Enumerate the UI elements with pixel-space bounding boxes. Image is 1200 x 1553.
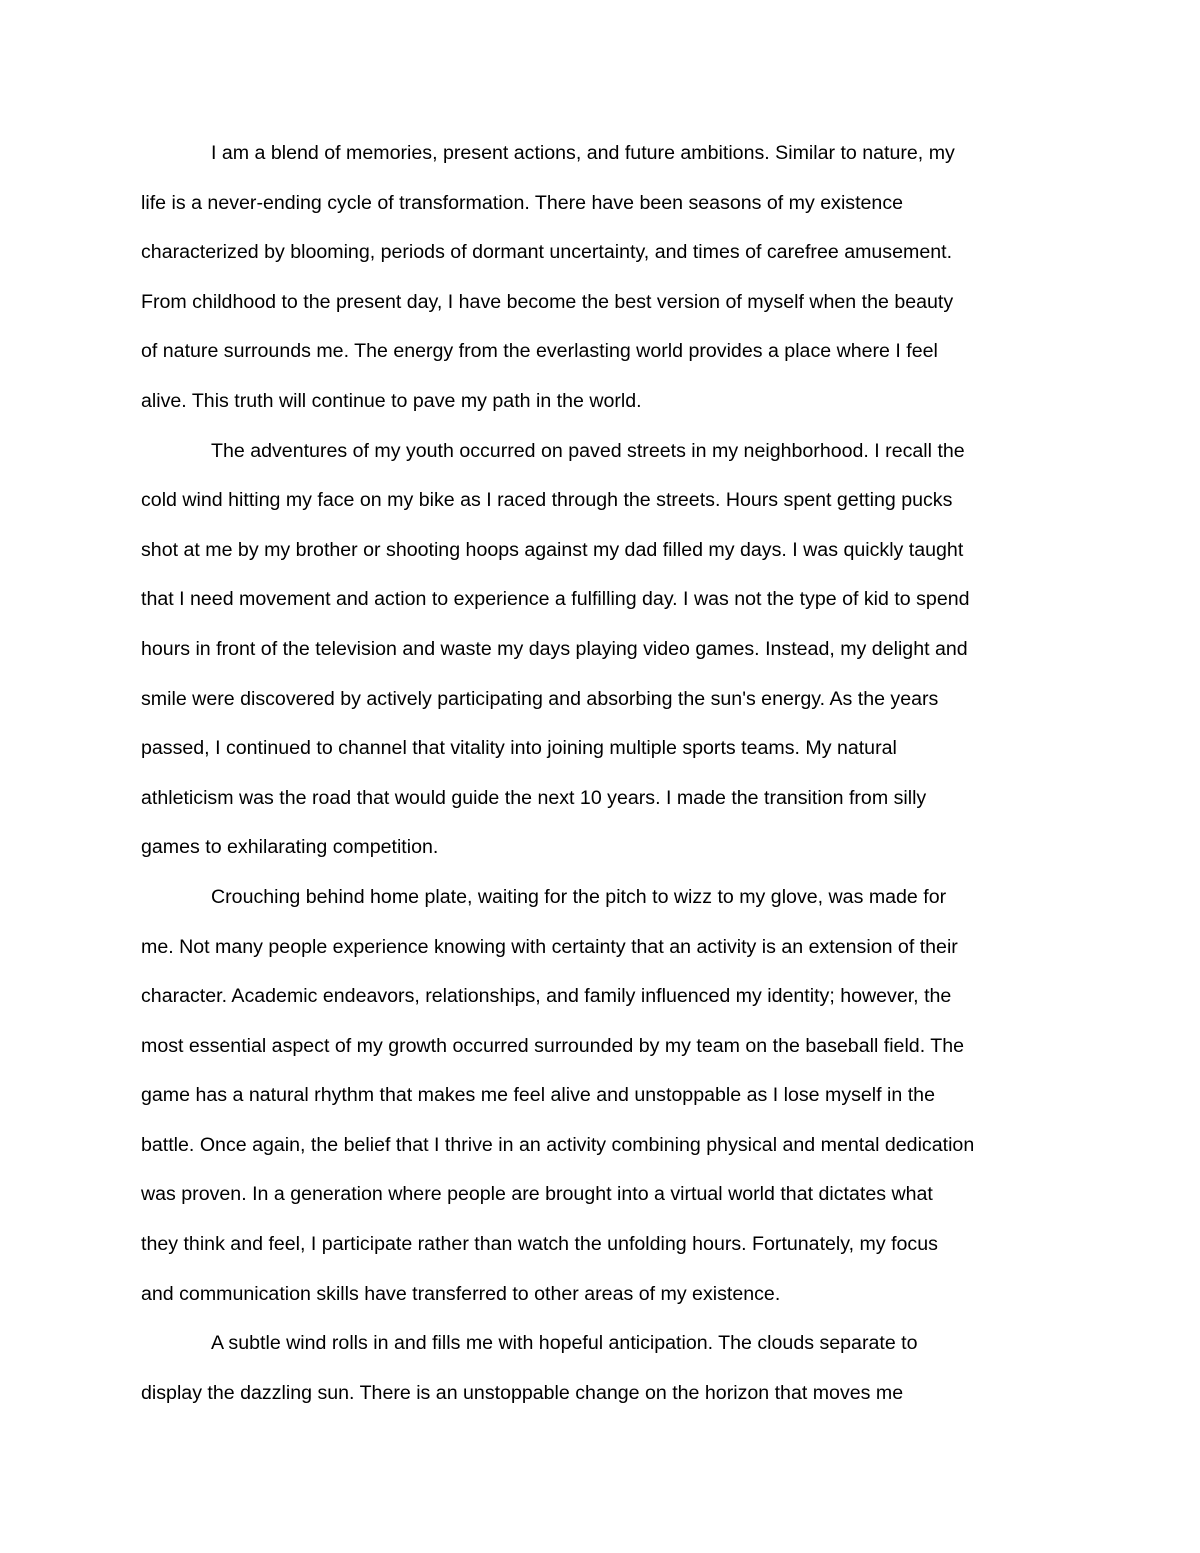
paragraph-1: [141, 129, 1081, 427]
text-line: hours in front of the television and waste my days playing video games. Instead, my delight and: [141, 637, 968, 660]
text-line: From childhood to the present day, I have become the best version of myself when the beauty: [141, 290, 954, 313]
text-line: battle. Once again, the belief that I thrive in an activity combining physical and mental dedication: [141, 1133, 975, 1156]
text-line: that I need movement and action to experience a fulfilling day. I was not the type of kid to spend: [141, 588, 970, 611]
document-body: [141, 129, 1081, 1418]
text-line: they think and feel, I participate rather than watch the unfolding hours. Fortunately, my focus: [141, 1233, 938, 1256]
text-line: alive. This truth will continue to pave my path in the world.: [141, 389, 642, 412]
text-line: life is a never-ending cycle of transformation. There have been seasons of my existence: [141, 191, 904, 214]
paragraph-3: [141, 873, 1081, 1319]
text-line: cold wind hitting my face on my bike as I raced through the streets. Hours spent getting pucks: [141, 489, 953, 512]
text-line: of nature surrounds me. The energy from the everlasting world provides a place where I feel: [141, 340, 938, 363]
text-line: A subtle wind rolls in and fills me with hopeful anticipation. The clouds separate to: [211, 1332, 918, 1355]
text-line: games to exhilarating competition.: [141, 836, 439, 859]
text-line: game has a natural rhythm that makes me feel alive and unstoppable as I lose myself in the: [141, 1084, 935, 1107]
paragraph-2: [141, 427, 1081, 873]
text-line: I am a blend of memories, present actions, and future ambitions. Similar to nature, my: [211, 142, 955, 164]
text-line: character. Academic endeavors, relationships, and family influenced my identity; however, the: [141, 985, 952, 1008]
text-line: me. Not many people experience knowing with certainty that an activity is an extension of their: [141, 935, 958, 958]
text-line: Crouching behind home plate, waiting for the pitch to wizz to my glove, was made for: [211, 885, 947, 908]
text-line: passed, I continued to channel that vitality into joining multiple sports teams. My natural: [141, 737, 897, 760]
text-line: smile were discovered by actively participating and absorbing the sun's energy. As the years: [141, 687, 939, 710]
text-line: and communication skills have transferred to other areas of my existence.: [141, 1282, 781, 1305]
text-line: was proven. In a generation where people are brought into a virtual world that dictates what: [141, 1183, 933, 1206]
text-line: most essential aspect of my growth occurred surrounded by my team on the baseball field. The: [141, 1034, 964, 1057]
text-line: athleticism was the road that would guide the next 10 years. I made the transition from silly: [141, 786, 927, 809]
text-line: characterized by blooming, periods of dormant uncertainty, and times of carefree amusement.: [141, 241, 953, 264]
text-line: shot at me by my brother or shooting hoops against my dad filled my days. I was quickly taught: [141, 538, 964, 561]
text-line: display the dazzling sun. There is an unstoppable change on the horizon that moves me: [141, 1381, 904, 1404]
paragraph-4: [141, 1319, 1081, 1418]
text-line: The adventures of my youth occurred on paved streets in my neighborhood. I recall the: [211, 439, 965, 462]
